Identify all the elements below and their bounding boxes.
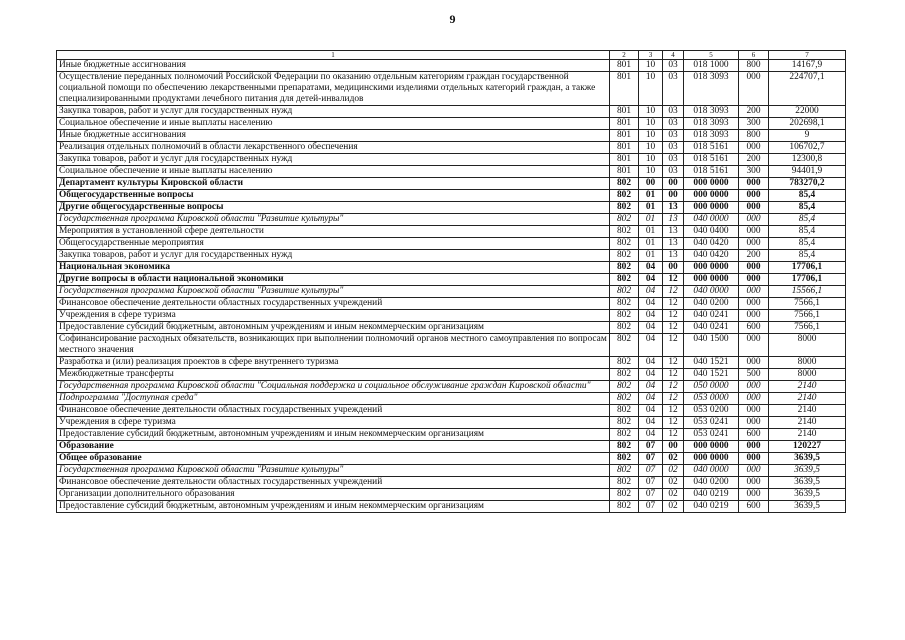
subsection-code-cell: 12 — [663, 393, 684, 405]
subsection-code-cell: 12 — [663, 369, 684, 381]
ministry-code-cell: 802 — [610, 262, 639, 274]
expense-type-cell: 000 — [739, 238, 769, 250]
expense-type-cell: 000 — [739, 477, 769, 489]
subsection-code-cell: 12 — [663, 381, 684, 393]
subsection-code-cell: 12 — [663, 357, 684, 369]
subsection-code-cell: 12 — [663, 310, 684, 322]
ministry-code-cell: 801 — [610, 142, 639, 154]
amount-cell: 7566,1 — [769, 322, 846, 334]
column-header: 5 — [684, 51, 739, 60]
subsection-code-cell: 12 — [663, 298, 684, 310]
ministry-code-cell: 802 — [610, 465, 639, 477]
section-code-cell: 04 — [639, 357, 663, 369]
target-article-cell: 000 0000 — [684, 441, 739, 453]
ministry-code-cell: 802 — [610, 501, 639, 513]
expense-type-cell: 200 — [739, 250, 769, 262]
target-article-cell: 000 0000 — [684, 202, 739, 214]
column-header: 3 — [639, 51, 663, 60]
ministry-code-cell: 802 — [610, 381, 639, 393]
table-row — [57, 286, 846, 298]
target-article-cell: 040 0420 — [684, 238, 739, 250]
table-row — [57, 441, 846, 453]
subsection-code-cell: 03 — [663, 130, 684, 142]
ministry-code-cell: 801 — [610, 130, 639, 142]
target-article-cell: 018 3093 — [684, 106, 739, 118]
amount-cell: 2140 — [769, 417, 846, 429]
section-code-cell: 10 — [639, 106, 663, 118]
table-row — [57, 501, 846, 513]
row-name-cell: Учреждения в сфере туризма — [57, 417, 610, 429]
expense-type-cell: 000 — [739, 489, 769, 501]
column-header: 7 — [769, 51, 846, 60]
section-code-cell: 01 — [639, 238, 663, 250]
target-article-cell: 018 3093 — [684, 72, 739, 106]
section-code-cell: 10 — [639, 142, 663, 154]
expense-type-cell: 300 — [739, 118, 769, 130]
target-article-cell: 040 0000 — [684, 465, 739, 477]
table-row — [57, 477, 846, 489]
ministry-code-cell: 802 — [610, 190, 639, 202]
row-name-cell: Социальное обеспечение и иные выплаты населению — [57, 118, 610, 130]
target-article-cell: 050 0000 — [684, 381, 739, 393]
ministry-code-cell: 801 — [610, 166, 639, 178]
section-code-cell: 10 — [639, 118, 663, 130]
ministry-code-cell: 802 — [610, 322, 639, 334]
amount-cell: 7566,1 — [769, 310, 846, 322]
section-code-cell: 07 — [639, 453, 663, 465]
amount-cell: 2140 — [769, 405, 846, 417]
row-name-cell: Софинансирование расходных обязательств, возникающих при выполнении полномочий органов местного самоуправления по вопросам местного значения — [57, 334, 610, 357]
section-code-cell: 04 — [639, 405, 663, 417]
row-name-cell: Разработка и (или) реализация проектов в сфере внутреннего туризма — [57, 357, 610, 369]
column-header: 2 — [610, 51, 639, 60]
section-code-cell: 04 — [639, 262, 663, 274]
section-code-cell: 00 — [639, 178, 663, 190]
ministry-code-cell: 801 — [610, 72, 639, 106]
subsection-code-cell: 00 — [663, 441, 684, 453]
amount-cell: 85,4 — [769, 226, 846, 238]
target-article-cell: 053 0241 — [684, 417, 739, 429]
target-article-cell: 040 0000 — [684, 286, 739, 298]
amount-cell: 2140 — [769, 381, 846, 393]
table-row — [57, 214, 846, 226]
amount-cell: 15566,1 — [769, 286, 846, 298]
expense-type-cell: 000 — [739, 298, 769, 310]
amount-cell: 3639,5 — [769, 453, 846, 465]
target-article-cell: 040 0400 — [684, 226, 739, 238]
table-row — [57, 190, 846, 202]
amount-cell: 85,4 — [769, 190, 846, 202]
row-name-cell: Образование — [57, 441, 610, 453]
expense-type-cell: 000 — [739, 465, 769, 477]
subsection-code-cell: 12 — [663, 286, 684, 298]
expense-type-cell: 000 — [739, 334, 769, 357]
amount-cell: 7566,1 — [769, 298, 846, 310]
amount-cell: 120227 — [769, 441, 846, 453]
target-article-cell: 040 0000 — [684, 214, 739, 226]
row-name-cell: Финансовое обеспечение деятельности областных государственных учреждений — [57, 298, 610, 310]
ministry-code-cell: 802 — [610, 214, 639, 226]
section-code-cell: 10 — [639, 72, 663, 106]
section-code-cell: 04 — [639, 322, 663, 334]
table-row — [57, 238, 846, 250]
amount-cell: 224707,1 — [769, 72, 846, 106]
section-code-cell: 07 — [639, 489, 663, 501]
expense-type-cell: 000 — [739, 453, 769, 465]
expense-type-cell: 300 — [739, 166, 769, 178]
amount-cell: 3639,5 — [769, 501, 846, 513]
expense-type-cell: 000 — [739, 405, 769, 417]
section-code-cell: 01 — [639, 250, 663, 262]
table-row — [57, 262, 846, 274]
row-name-cell: Общегосударственные мероприятия — [57, 238, 610, 250]
row-name-cell: Государственная программа Кировской области "Развитие культуры" — [57, 465, 610, 477]
table-row — [57, 72, 846, 106]
table-row — [57, 417, 846, 429]
section-code-cell: 10 — [639, 154, 663, 166]
table-row — [57, 154, 846, 166]
table-row — [57, 298, 846, 310]
subsection-code-cell: 00 — [663, 190, 684, 202]
ministry-code-cell: 802 — [610, 453, 639, 465]
subsection-code-cell: 03 — [663, 60, 684, 72]
ministry-code-cell: 802 — [610, 334, 639, 357]
expense-type-cell: 200 — [739, 106, 769, 118]
subsection-code-cell: 03 — [663, 106, 684, 118]
target-article-cell: 000 0000 — [684, 262, 739, 274]
subsection-code-cell: 02 — [663, 489, 684, 501]
amount-cell: 22000 — [769, 106, 846, 118]
target-article-cell: 040 0420 — [684, 250, 739, 262]
expense-type-cell: 000 — [739, 357, 769, 369]
row-name-cell: Государственная программа Кировской области "Развитие культуры" — [57, 286, 610, 298]
ministry-code-cell: 802 — [610, 226, 639, 238]
table-row — [57, 250, 846, 262]
budget-table — [56, 50, 846, 513]
ministry-code-cell: 802 — [610, 202, 639, 214]
row-name-cell: Департамент культуры Кировской области — [57, 178, 610, 190]
section-code-cell: 04 — [639, 369, 663, 381]
section-code-cell: 07 — [639, 441, 663, 453]
target-article-cell: 040 1500 — [684, 334, 739, 357]
ministry-code-cell: 802 — [610, 417, 639, 429]
expense-type-cell: 000 — [739, 178, 769, 190]
row-name-cell: Финансовое обеспечение деятельности областных государственных учреждений — [57, 477, 610, 489]
row-name-cell: Иные бюджетные ассигнования — [57, 60, 610, 72]
ministry-code-cell: 802 — [610, 369, 639, 381]
subsection-code-cell: 13 — [663, 214, 684, 226]
amount-cell: 2140 — [769, 429, 846, 441]
target-article-cell: 040 0241 — [684, 322, 739, 334]
section-code-cell: 04 — [639, 429, 663, 441]
table-row — [57, 310, 846, 322]
target-article-cell: 000 0000 — [684, 453, 739, 465]
subsection-code-cell: 12 — [663, 405, 684, 417]
amount-cell: 14167,9 — [769, 60, 846, 72]
expense-type-cell: 800 — [739, 130, 769, 142]
table-row — [57, 334, 846, 357]
row-name-cell: Национальная экономика — [57, 262, 610, 274]
section-code-cell: 01 — [639, 214, 663, 226]
table-row — [57, 178, 846, 190]
row-name-cell: Мероприятия в установленной сфере деятельности — [57, 226, 610, 238]
subsection-code-cell: 12 — [663, 417, 684, 429]
section-code-cell: 01 — [639, 202, 663, 214]
amount-cell: 17706,1 — [769, 262, 846, 274]
target-article-cell: 018 1000 — [684, 60, 739, 72]
amount-cell: 202698,1 — [769, 118, 846, 130]
section-code-cell: 10 — [639, 166, 663, 178]
expense-type-cell: 000 — [739, 310, 769, 322]
ministry-code-cell: 802 — [610, 238, 639, 250]
table-row — [57, 465, 846, 477]
amount-cell: 3639,5 — [769, 489, 846, 501]
amount-cell: 106702,7 — [769, 142, 846, 154]
subsection-code-cell: 13 — [663, 202, 684, 214]
ministry-code-cell: 802 — [610, 393, 639, 405]
section-code-cell: 07 — [639, 465, 663, 477]
table-body — [57, 60, 846, 513]
subsection-code-cell: 03 — [663, 118, 684, 130]
expense-type-cell: 000 — [739, 381, 769, 393]
section-code-cell: 07 — [639, 501, 663, 513]
row-name-cell: Финансовое обеспечение деятельности областных государственных учреждений — [57, 405, 610, 417]
amount-cell: 8000 — [769, 357, 846, 369]
table-row — [57, 357, 846, 369]
row-name-cell: Учреждения в сфере туризма — [57, 310, 610, 322]
amount-cell: 8000 — [769, 369, 846, 381]
row-name-cell: Социальное обеспечение и иные выплаты населению — [57, 166, 610, 178]
subsection-code-cell: 13 — [663, 226, 684, 238]
expense-type-cell: 000 — [739, 142, 769, 154]
expense-type-cell: 000 — [739, 286, 769, 298]
expense-type-cell: 500 — [739, 369, 769, 381]
ministry-code-cell: 802 — [610, 250, 639, 262]
section-code-cell: 04 — [639, 417, 663, 429]
subsection-code-cell: 13 — [663, 250, 684, 262]
row-name-cell: Другие вопросы в области национальной экономики — [57, 274, 610, 286]
amount-cell: 12300,8 — [769, 154, 846, 166]
target-article-cell: 053 0241 — [684, 429, 739, 441]
table-row — [57, 453, 846, 465]
table-row — [57, 60, 846, 72]
target-article-cell: 040 1521 — [684, 369, 739, 381]
amount-cell: 85,4 — [769, 202, 846, 214]
ministry-code-cell: 802 — [610, 310, 639, 322]
section-code-cell: 04 — [639, 286, 663, 298]
table-row — [57, 118, 846, 130]
expense-type-cell: 600 — [739, 429, 769, 441]
table-row — [57, 226, 846, 238]
row-name-cell: Закупка товаров, работ и услуг для государственных нужд — [57, 154, 610, 166]
expense-type-cell: 600 — [739, 501, 769, 513]
row-name-cell: Подпрограмма "Доступная среда" — [57, 393, 610, 405]
target-article-cell: 040 1521 — [684, 357, 739, 369]
row-name-cell: Предоставление субсидий бюджетным, автономным учреждениям и иным некоммерческим организациям — [57, 322, 610, 334]
ministry-code-cell: 801 — [610, 118, 639, 130]
amount-cell: 85,4 — [769, 250, 846, 262]
table-row — [57, 369, 846, 381]
ministry-code-cell: 801 — [610, 60, 639, 72]
section-code-cell: 04 — [639, 274, 663, 286]
table-row — [57, 202, 846, 214]
subsection-code-cell: 13 — [663, 238, 684, 250]
target-article-cell: 053 0000 — [684, 393, 739, 405]
expense-type-cell: 000 — [739, 393, 769, 405]
target-article-cell: 018 3093 — [684, 118, 739, 130]
section-code-cell: 04 — [639, 381, 663, 393]
table-row — [57, 393, 846, 405]
table-row — [57, 405, 846, 417]
amount-cell: 85,4 — [769, 238, 846, 250]
table-row — [57, 274, 846, 286]
row-name-cell: Общегосударственные вопросы — [57, 190, 610, 202]
target-article-cell: 040 0241 — [684, 310, 739, 322]
subsection-code-cell: 02 — [663, 465, 684, 477]
amount-cell: 3639,5 — [769, 465, 846, 477]
target-article-cell: 040 0219 — [684, 501, 739, 513]
table-row — [57, 130, 846, 142]
ministry-code-cell: 801 — [610, 154, 639, 166]
table-row — [57, 106, 846, 118]
subsection-code-cell: 12 — [663, 429, 684, 441]
row-name-cell: Предоставление субсидий бюджетным, автономным учреждениям и иным некоммерческим организациям — [57, 501, 610, 513]
section-code-cell: 04 — [639, 393, 663, 405]
target-article-cell: 018 5161 — [684, 166, 739, 178]
expense-type-cell: 000 — [739, 417, 769, 429]
target-article-cell: 018 3093 — [684, 130, 739, 142]
subsection-code-cell: 00 — [663, 178, 684, 190]
expense-type-cell: 000 — [739, 262, 769, 274]
row-name-cell: Государственная программа Кировской области "Развитие культуры" — [57, 214, 610, 226]
expense-type-cell: 800 — [739, 60, 769, 72]
row-name-cell: Закупка товаров, работ и услуг для государственных нужд — [57, 250, 610, 262]
row-name-cell: Другие общегосударственные вопросы — [57, 202, 610, 214]
row-name-cell: Осуществление переданных полномочий Российской Федерации по оказанию отдельным категориям граждан государственной социальной помощи по обеспечению лекарственными препаратами, медицинскими изделиями отдельных категорий граждан, а также специализированными продуктами лечебного питания для детей-инвалидов — [57, 72, 610, 106]
ministry-code-cell: 802 — [610, 441, 639, 453]
table-row — [57, 322, 846, 334]
section-code-cell: 10 — [639, 130, 663, 142]
ministry-code-cell: 802 — [610, 357, 639, 369]
subsection-code-cell: 12 — [663, 274, 684, 286]
ministry-code-cell: 802 — [610, 286, 639, 298]
amount-cell: 2140 — [769, 393, 846, 405]
ministry-code-cell: 802 — [610, 405, 639, 417]
ministry-code-cell: 802 — [610, 274, 639, 286]
row-name-cell: Иные бюджетные ассигнования — [57, 130, 610, 142]
subsection-code-cell: 03 — [663, 72, 684, 106]
ministry-code-cell: 802 — [610, 477, 639, 489]
ministry-code-cell: 802 — [610, 298, 639, 310]
amount-cell: 783270,2 — [769, 178, 846, 190]
table-row — [57, 489, 846, 501]
section-code-cell: 04 — [639, 334, 663, 357]
section-code-cell: 01 — [639, 190, 663, 202]
expense-type-cell: 200 — [739, 154, 769, 166]
row-name-cell: Общее образование — [57, 453, 610, 465]
section-code-cell: 04 — [639, 310, 663, 322]
row-name-cell: Реализация отдельных полномочий в области лекарственного обеспечения — [57, 142, 610, 154]
subsection-code-cell: 00 — [663, 262, 684, 274]
table-row — [57, 429, 846, 441]
target-article-cell: 040 0200 — [684, 477, 739, 489]
target-article-cell: 000 0000 — [684, 190, 739, 202]
page-number: 9 — [449, 12, 456, 26]
target-article-cell: 018 5161 — [684, 154, 739, 166]
section-code-cell: 07 — [639, 477, 663, 489]
table-row — [57, 142, 846, 154]
subsection-code-cell: 03 — [663, 142, 684, 154]
row-name-cell: Организации дополнительного образования — [57, 489, 610, 501]
subsection-code-cell: 02 — [663, 477, 684, 489]
expense-type-cell: 000 — [739, 202, 769, 214]
ministry-code-cell: 801 — [610, 106, 639, 118]
row-name-cell: Государственная программа Кировской области "Социальная поддержка и социальное обслуживание граждан Кировской области" — [57, 381, 610, 393]
amount-cell: 85,4 — [769, 214, 846, 226]
expense-type-cell: 600 — [739, 322, 769, 334]
ministry-code-cell: 802 — [610, 429, 639, 441]
amount-cell: 9 — [769, 130, 846, 142]
subsection-code-cell: 02 — [663, 501, 684, 513]
row-name-cell: Межбюджетные трансферты — [57, 369, 610, 381]
row-name-cell: Предоставление субсидий бюджетным, автономным учреждениям и иным некоммерческим организациям — [57, 429, 610, 441]
target-article-cell: 040 0219 — [684, 489, 739, 501]
table-row — [57, 166, 846, 178]
expense-type-cell: 000 — [739, 274, 769, 286]
amount-cell: 94401,9 — [769, 166, 846, 178]
target-article-cell: 000 0000 — [684, 178, 739, 190]
section-code-cell: 01 — [639, 226, 663, 238]
expense-type-cell: 000 — [739, 226, 769, 238]
subsection-code-cell: 12 — [663, 322, 684, 334]
expense-type-cell: 000 — [739, 441, 769, 453]
column-number-row — [57, 51, 846, 60]
subsection-code-cell: 03 — [663, 154, 684, 166]
column-header: 4 — [663, 51, 684, 60]
ministry-code-cell: 802 — [610, 489, 639, 501]
subsection-code-cell: 03 — [663, 166, 684, 178]
section-code-cell: 10 — [639, 60, 663, 72]
amount-cell: 17706,1 — [769, 274, 846, 286]
table-row — [57, 381, 846, 393]
target-article-cell: 018 5161 — [684, 142, 739, 154]
expense-type-cell: 000 — [739, 190, 769, 202]
subsection-code-cell: 02 — [663, 453, 684, 465]
section-code-cell: 04 — [639, 298, 663, 310]
column-header: 6 — [739, 51, 769, 60]
row-name-cell: Закупка товаров, работ и услуг для государственных нужд — [57, 106, 610, 118]
target-article-cell: 000 0000 — [684, 274, 739, 286]
amount-cell: 3639,5 — [769, 477, 846, 489]
subsection-code-cell: 12 — [663, 334, 684, 357]
amount-cell: 8000 — [769, 334, 846, 357]
target-article-cell: 053 0200 — [684, 405, 739, 417]
column-header: 1 — [57, 51, 610, 60]
expense-type-cell: 000 — [739, 214, 769, 226]
target-article-cell: 040 0200 — [684, 298, 739, 310]
expense-type-cell: 000 — [739, 72, 769, 106]
ministry-code-cell: 802 — [610, 178, 639, 190]
